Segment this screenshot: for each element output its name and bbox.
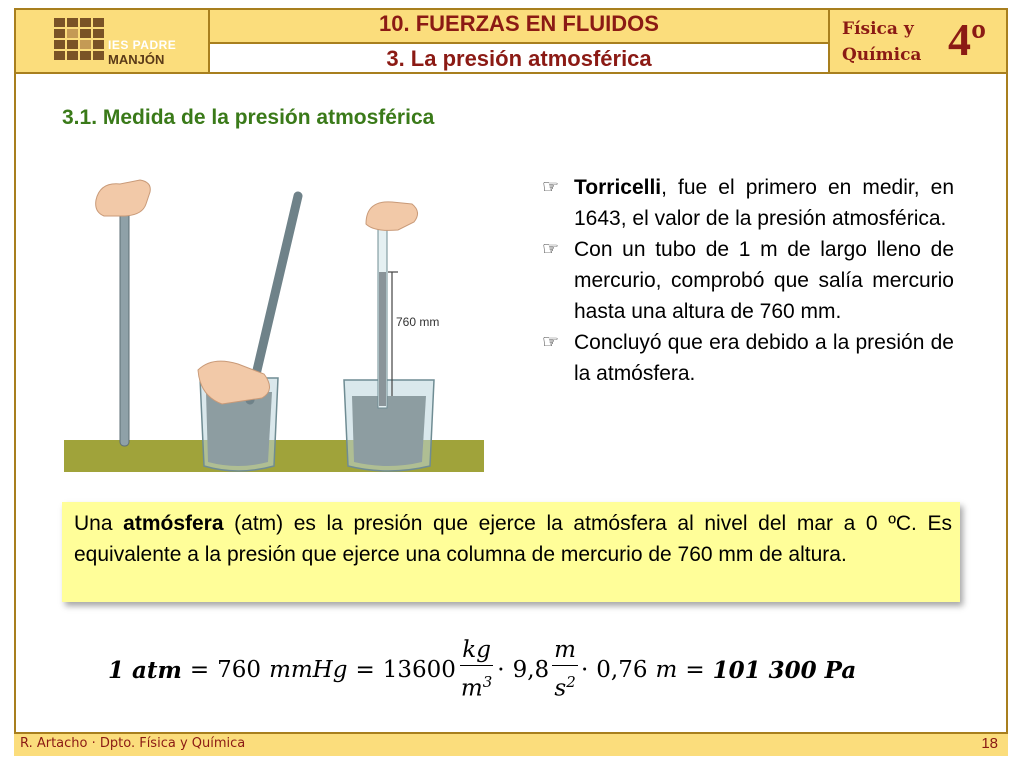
footer: [14, 732, 1008, 756]
formula-dot: ·: [497, 657, 505, 683]
course-label: 4º: [948, 14, 987, 65]
formula-fraction-gravity: [552, 635, 578, 705]
list-item: [542, 234, 954, 327]
formula-result: 101 300 Pa: [712, 656, 857, 684]
subsection-heading: 3.1. Medida de la presión atmosférica: [62, 106, 435, 129]
fraction-numerator: kg: [460, 635, 493, 666]
fraction-numerator: m: [552, 635, 578, 666]
pointing-hand-icon: ☞: [542, 332, 560, 353]
definition-text: (atm) es la presión que ejerce la atmósfera al nivel del mar a 0 ºC. Es equivalente a la presión que ejerce una columna de mercurio de 760 mm de altura.: [74, 512, 952, 566]
footer-author: R. Artacho · Dpto. Física y Química: [20, 736, 246, 751]
definition-term: atmósfera: [123, 512, 224, 535]
formula-value-density: 13600: [382, 657, 456, 683]
unit-title: 10. FUERZAS EN FLUIDOS: [210, 8, 828, 44]
tube-left: [120, 208, 129, 446]
bullet-list: [542, 172, 954, 389]
logo-text-line1: IES PADRE: [108, 38, 177, 52]
formula-fraction-density: [459, 635, 494, 705]
formula-dot: ·: [580, 657, 589, 683]
definition-pre: Una: [74, 512, 124, 535]
tube-tilted: [250, 196, 298, 400]
bullet-text: Con un tubo de 1 m de largo lleno de mercurio, comprobó que salía mercurio hasta una altura de 760 mm.: [574, 238, 954, 323]
bullet-text: , fue el primero en medir, en 1643, el valor de la presión atmosférica.: [574, 176, 954, 230]
hand-right: [366, 202, 418, 231]
formula-unit-m: m: [655, 657, 678, 683]
formula-value-height: 0,76: [596, 657, 648, 683]
formula-unit-mmhg: mmHg: [269, 657, 348, 683]
mercury-column: [379, 272, 386, 406]
formula-value-760: 760: [217, 657, 262, 683]
definition-box: [62, 502, 960, 602]
subject-line1: Física y: [842, 19, 914, 39]
bullet-text: Concluyó que era debido a la presión de la atmósfera.: [574, 331, 954, 385]
formula-equals: =: [355, 657, 375, 683]
subject-line2: Química: [842, 45, 922, 65]
hand-left: [96, 180, 151, 216]
torricelli-experiment-illustration: [62, 160, 486, 476]
logo-text-line2: MANJÓN: [108, 52, 165, 67]
height-label: 760 mm: [396, 315, 440, 329]
bullet-bold: Torricelli: [574, 176, 662, 199]
formula-lhs: 1 atm: [108, 656, 182, 684]
pressure-formula: [108, 630, 856, 710]
formula-value-gravity: 9,8: [512, 657, 550, 683]
fraction-denominator: $m^3$: [460, 673, 493, 702]
page-number: 18: [981, 735, 998, 752]
pointing-hand-icon: ☞: [542, 177, 560, 198]
fraction-denominator: $s^2$: [554, 673, 576, 702]
beaker-right: [344, 380, 434, 471]
formula-equals: =: [685, 657, 705, 683]
section-title: 3. La presión atmosférica: [386, 46, 652, 71]
list-item: [542, 327, 954, 389]
list-item: [542, 172, 954, 234]
formula-equals: =: [189, 657, 210, 683]
pointing-hand-icon: ☞: [542, 239, 560, 260]
